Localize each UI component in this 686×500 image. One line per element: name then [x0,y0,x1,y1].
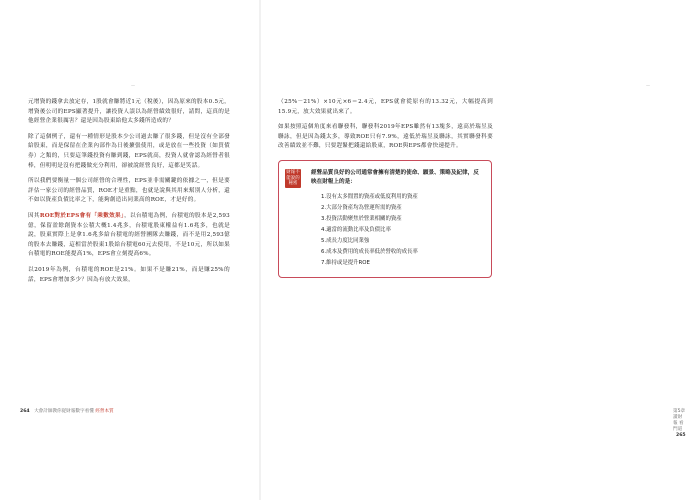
left-text-column [28,98,230,291]
left-page-number: 264 [20,409,30,414]
list-item: 6.成本及費用的成長率低於營收的成長率 [321,248,418,255]
para4-lead: 因其 [28,212,40,219]
list-item: 2.大部分資產均為營運所需的資產 [321,204,402,211]
key-points-box [278,160,492,278]
right-paragraph-2: 如果按照這個角度來看聯發科，聯發科2019年EPS雖然有13塊多，遠高於瑞昱及聯詠，但是因為錢太多，導致ROE只有7.9%，遠低於瑞昱及聯詠，其實聯發科要改善績效並不難，只要趕緊把錢還給股東，ROE與EPS都會快速提升。 [278,124,493,150]
right-footer [673,409,686,439]
left-running-title: 大會計師教你從財報數字看懂 [34,409,94,414]
right-page-number: 265 [676,433,686,438]
list-item: 7.維持或是提升ROE [321,259,370,266]
top-mark-right: — [646,82,650,87]
right-running-chapter: 第5章 讀財報 看門道 [673,409,686,432]
left-paragraph-4 [28,212,230,260]
left-paragraph-2: 除了這個例子，還有一種情形是股本少公司過去賺了很多錢，但是沒有全部發給股東，而是保留在企業內部作為日後擴張使用，或是放在一些投資（如買債券）之類的，只要這筆錢投資有賺到錢，EPS就高，投資人就會認為經營者很棒，但明明是沒有把錢做充分利用，卻被說經營良好，這都是笑話。 [28,133,230,169]
list-item: 1.沒有太多閒置的資產或低度利用的資產 [321,193,418,200]
box-tag-label: 財報不能說的秘密 [286,169,300,187]
left-page [0,0,260,500]
left-paragraph-3: 所以我們要衡量一個公司經營的合理性，EPS並非需關鍵的依據之一，但是要評估一家公司的經營品質，ROE才是重點，也就是說與其用來幫別人分析，還不如以資產負債比率之下，能夠創造出同業高的ROE，才是好的。 [28,178,230,204]
key-points-list [311,192,483,269]
list-item: 3.投資活動聚焦於營業相關的資產 [321,215,402,222]
right-paragraph-1: （25%－21%）×10元×6＝2.4元，EPS就會從原有的13.32元，大幅提高到15.9元，放大效果就出來了。 [278,99,493,115]
left-footer [20,409,114,415]
para4-rest: ，以台積電為例，台積電的股本是2,593億，保留盈餘創資本公積大概1.4兆多，台積電股東權益有1.6兆多，也就是說，股東實際上是拿1.6兆多給台積電的經營團隊去賺錢，而不是用2,593億的股本去賺錢，這相當於股東1股給台積電60元去使用，不是10元，所以如果台積電的ROE能提高1%，EPS會立刻提高6%。 [28,212,230,258]
list-item: 4.適當的流動比率及負債比率 [321,226,391,233]
left-paragraph-1: 元增資的錢拿去放定存，1股就會賺將近1元（稅後），因為原來的股本0.5元，增資後公司的EPS顯著提升，讓投資人誤以為經營績效很好，請問，這真的是他經營企業很厲害？還是因為股東給他太多錢所造成的？ [28,99,230,125]
left-paragraph-5: 以2019年為例，台積電的ROE是21%。如果不是賺21%，而是賺25%的話，EPS會增加多少？因為有放大效果， [28,266,230,283]
roe-eps-highlight: ROE對於EPS會有「乘數效果」 [39,212,125,219]
left-running-subtitle: 經營本質 [95,409,114,414]
right-text-column [278,98,493,278]
box-intro: 經營品質良好的公司通常會擁有清楚的使命、願景、策略及紀律，反映在財報上的是： [311,169,479,185]
list-item: 5.成長力度比同業強 [321,237,370,244]
top-mark-left: — [131,82,135,87]
